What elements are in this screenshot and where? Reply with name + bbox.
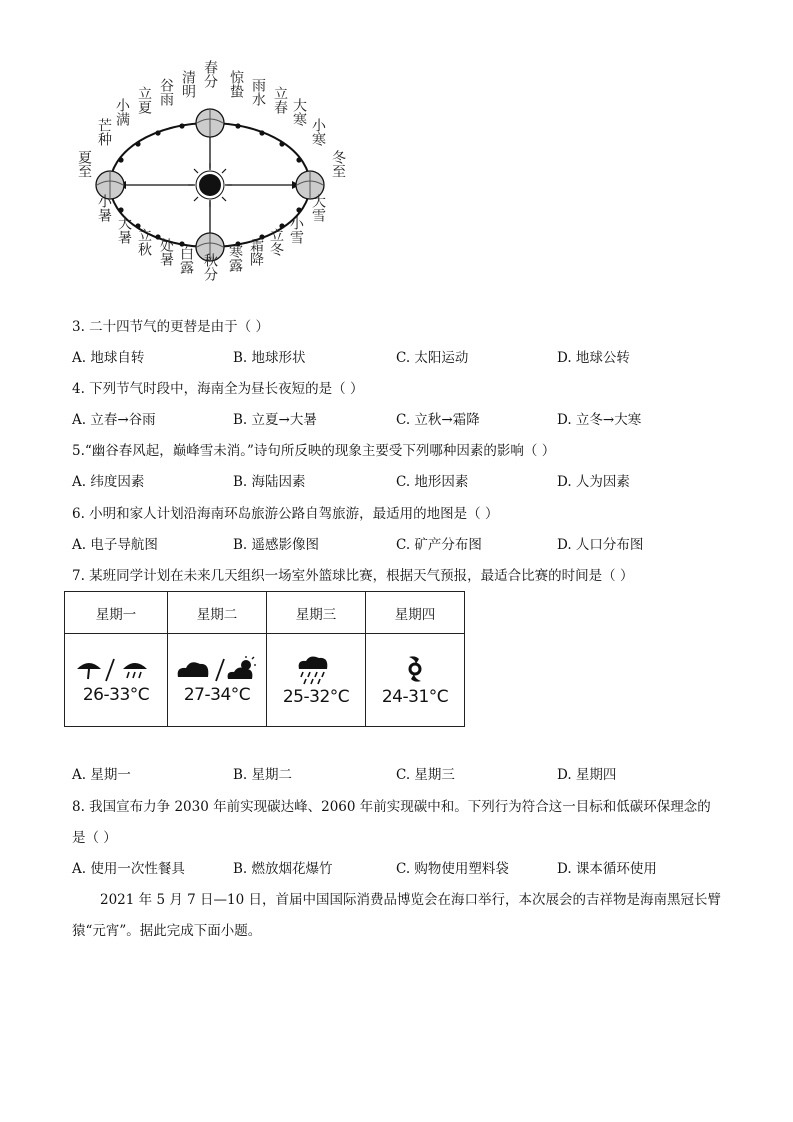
q7-option-c[interactable]: C. 星期三: [396, 767, 455, 783]
weather-temp-2: 27-34°C: [183, 685, 251, 705]
passage-line-2: 猿“元宵”。据此完成下面小题。: [72, 923, 262, 939]
weather-cell-3: [267, 634, 366, 727]
term-lixia: 立夏: [136, 86, 152, 114]
q3-option-a[interactable]: A. 地球自转: [72, 350, 145, 366]
weather-cell-2: [168, 634, 267, 727]
q4-option-b[interactable]: B. 立夏→大暑: [233, 412, 317, 428]
term-shuangjiang: 霜降: [248, 238, 264, 266]
question-5-stem: 5.“幽谷春风起，巅峰雪未消。”诗句所反映的现象主要受下列哪种因素的影响（ ）: [72, 443, 556, 459]
term-yushui: 雨水: [250, 78, 266, 106]
question-6-stem: 6. 小明和家人计划沿海南环岛旅游公路自驾旅游，最适用的地图是（ ）: [72, 506, 499, 522]
term-lidong: 立冬: [268, 228, 284, 256]
q7-option-d[interactable]: D. 星期四: [557, 767, 617, 783]
q6-option-b[interactable]: B. 遥感影像图: [233, 537, 320, 553]
weather-temp-3: 25-32°C: [282, 687, 350, 707]
weather-day-4: 星期四: [366, 592, 465, 634]
q4-option-a[interactable]: A. 立春→谷雨: [72, 412, 156, 428]
term-qingming: 清明: [180, 70, 196, 98]
term-lichun: 立春: [272, 86, 288, 114]
term-jingzhe: 惊蛰: [228, 70, 244, 98]
q8-option-a[interactable]: A. 使用一次性餐具: [72, 861, 185, 877]
weather-temp-1: 26-33°C: [82, 685, 150, 705]
weather-day-2: 星期二: [168, 592, 267, 634]
question-8-stem-cont: 是（ ）: [72, 830, 117, 846]
question-4-stem: 4. 下列节气时段中，海南全为昼长夜短的是（ ）: [72, 381, 364, 397]
term-hanlu: 寒露: [227, 244, 243, 272]
q5-option-d[interactable]: D. 人为因素: [557, 474, 630, 490]
typhoon-icon: [395, 653, 435, 685]
term-xiazhi: 夏至: [76, 150, 92, 178]
q6-option-a[interactable]: A. 电子导航图: [72, 537, 158, 553]
q5-option-b[interactable]: B. 海陆因素: [233, 474, 306, 490]
term-dashu: 大暑: [116, 216, 132, 244]
term-chushu: 处暑: [158, 238, 174, 266]
rain-then-shower-icon: [71, 655, 161, 683]
weather-cell-1: [65, 634, 168, 727]
q6-option-d[interactable]: D. 人口分布图: [557, 537, 644, 553]
q6-option-c[interactable]: C. 矿产分布图: [396, 537, 482, 553]
passage-line-1: 2021 年 5 月 7 日—10 日，首届中国国际消费品博览会在海口举行，本次展会的吉祥物是海南黑冠长臂: [100, 892, 721, 908]
weather-day-3: 星期三: [267, 592, 366, 634]
weather-forecast-table: [64, 591, 465, 727]
term-xiaoshu: 小暑: [96, 194, 112, 222]
q5-option-a[interactable]: A. 纬度因素: [72, 474, 145, 490]
q3-option-c[interactable]: C. 太阳运动: [396, 350, 469, 366]
term-qiufen: 秋分: [202, 253, 218, 281]
q7-option-a[interactable]: A. 星期一: [72, 767, 131, 783]
q8-option-c[interactable]: C. 购物使用塑料袋: [396, 861, 509, 877]
term-xiaoman: 小满: [114, 98, 130, 126]
q8-option-b[interactable]: B. 燃放烟花爆竹: [233, 861, 333, 877]
q3-option-b[interactable]: B. 地球形状: [233, 350, 306, 366]
term-dahan: 大寒: [291, 98, 307, 126]
cloudy-then-partly-sunny-icon: [172, 655, 262, 683]
weather-cell-4: [366, 634, 465, 727]
q3-option-d[interactable]: D. 地球公转: [557, 350, 630, 366]
q5-option-c[interactable]: C. 地形因素: [396, 474, 469, 490]
weather-day-1: 星期一: [65, 592, 168, 634]
solar-terms-diagram: [70, 60, 370, 310]
q4-option-c[interactable]: C. 立秋→霜降: [396, 412, 480, 428]
heavy-rain-icon: [291, 653, 341, 685]
question-7-stem: 7. 某班同学计划在未来几天组织一场室外篮球比赛，根据天气预报，最适合比赛的时间是（ ）: [72, 568, 634, 584]
q8-option-d[interactable]: D. 课本循环使用: [557, 861, 657, 877]
weather-temp-4: 24-31°C: [381, 687, 449, 707]
term-mangzhong: 芒种: [96, 118, 112, 146]
term-dongzhi: 冬至: [330, 150, 346, 178]
term-daxue: 大雪: [310, 194, 326, 222]
term-bailu: 白露: [178, 246, 194, 274]
q4-option-d[interactable]: D. 立冬→大寒: [557, 412, 642, 428]
term-xiaohan: 小寒: [310, 118, 326, 146]
question-3-stem: 3. 二十四节气的更替是由于（ ）: [72, 319, 269, 335]
question-8-stem: 8. 我国宣布力争 2030 年前实现碳达峰、2060 年前实现碳中和。下列行为符合这一目标和低碳环保理念的: [72, 799, 711, 815]
earth-icon-spring: [196, 109, 224, 137]
term-guyu: 谷雨: [158, 78, 174, 106]
term-xiaoxue: 小雪: [288, 216, 304, 244]
term-liqiu: 立秋: [136, 228, 152, 256]
term-chunfen: 春分: [202, 60, 218, 88]
q7-option-b[interactable]: B. 星期二: [233, 767, 293, 783]
